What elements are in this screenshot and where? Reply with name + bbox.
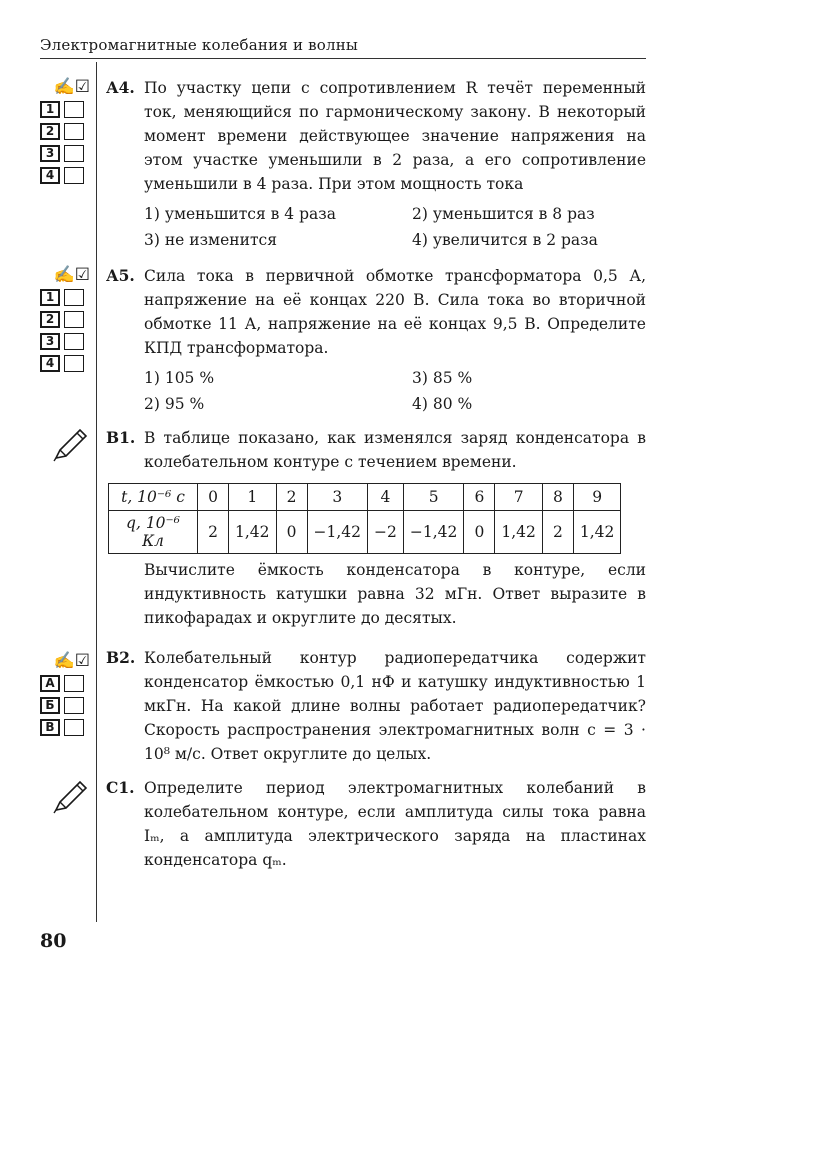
option: 4) 80 % xyxy=(412,395,473,413)
table-cell: 2 xyxy=(542,511,573,554)
task-text: Сила тока в первичной обмотке трансформатора 0,5 А, напряжение на её концах 220 В. Сила тока во вторичной обмотке 11 А, напряжение на её концах 9,5 В. Определите КПД трансформатора. xyxy=(144,267,646,357)
option: 4) увеличится в 2 раза xyxy=(412,231,598,249)
task-label: В1. xyxy=(106,428,136,447)
answer-checkbox[interactable] xyxy=(64,719,84,736)
option: 1) 105 % xyxy=(144,369,215,387)
answer-checkbox[interactable] xyxy=(64,333,84,350)
task-label: В2. xyxy=(106,648,136,667)
margin-divider xyxy=(96,62,97,922)
table-cell: 0 xyxy=(198,484,229,511)
option-number: 3 xyxy=(40,145,60,162)
running-header: Электромагнитные колебания и волны xyxy=(40,36,359,54)
table-cell: 9 xyxy=(573,484,621,511)
option-number: 4 xyxy=(40,167,60,184)
answer-options xyxy=(144,202,646,252)
option: 3) не изменится xyxy=(144,231,277,249)
answer-checkbox[interactable] xyxy=(64,101,84,118)
task-a4 xyxy=(106,76,646,252)
task-label: А4. xyxy=(106,78,135,97)
table-cell: 4 xyxy=(368,484,404,511)
answer-mark: ✍☑ xyxy=(53,651,90,671)
option-number: 3 xyxy=(40,333,60,350)
table-row xyxy=(109,511,621,554)
table-cell: 3 xyxy=(307,484,368,511)
task-b2 xyxy=(106,646,646,766)
answer-checkbox[interactable] xyxy=(64,697,84,714)
header-divider xyxy=(40,58,646,59)
table-cell: 7 xyxy=(495,484,543,511)
task-label: А5. xyxy=(106,266,135,285)
page-number: 80 xyxy=(40,930,67,952)
table-cell: 5 xyxy=(403,484,464,511)
option-letter: Б xyxy=(40,697,60,714)
option: 1) уменьшится в 4 раза xyxy=(144,205,336,223)
answer-grid-b2 xyxy=(40,650,96,738)
answer-checkbox[interactable] xyxy=(64,355,84,372)
option: 2) 95 % xyxy=(144,395,205,413)
table-cell: 2 xyxy=(276,484,307,511)
table-cell: 0 xyxy=(276,511,307,554)
table-cell: 1,42 xyxy=(229,511,277,554)
task-text: Колебательный контур радиопередатчика содержит конденсатор ёмкостью 0,1 нФ и катушку индуктивностью 1 мкГн. На какой длине волны работает радиопередатчик? Скорость распространения электромагнитных волн c = 3 · 10⁸ м/с. Ответ округлите до целых. xyxy=(144,649,646,763)
option-letter: А xyxy=(40,675,60,692)
table-cell: 1 xyxy=(229,484,277,511)
task-b1-question xyxy=(106,558,646,630)
charge-table xyxy=(108,483,621,554)
answer-options xyxy=(144,366,646,416)
pen-icon xyxy=(50,424,90,464)
option-letter: В xyxy=(40,719,60,736)
answer-checkbox[interactable] xyxy=(64,145,84,162)
table-cell: 1,42 xyxy=(495,511,543,554)
option-number: 1 xyxy=(40,101,60,118)
task-text: По участку цепи с сопротивлением R течёт переменный ток, меняющийся по гармоническому закону. В некоторый момент времени действующее значение напряжения на этом участке уменьшили в 2 раза, а его сопротивление уменьшили в 4 раза. При этом мощность тока xyxy=(144,79,646,193)
answer-grid-a5 xyxy=(40,264,96,374)
task-text: Вычислите ёмкость конденсатора в контуре, если индуктивность катушки равна 32 мГн. Ответ выразите в пикофарадах и округлите до десятых. xyxy=(144,561,646,627)
task-text: Определите период электромагнитных колебаний в колебательном контуре, если амплитуда силы тока равна Iₘ, а амплитуда электрического заряда на пластинах конденсатора qₘ. xyxy=(144,779,646,869)
answer-checkbox[interactable] xyxy=(64,675,84,692)
answer-mark: ✍☑ xyxy=(53,77,90,97)
answer-checkbox[interactable] xyxy=(64,289,84,306)
table-cell: 6 xyxy=(464,484,495,511)
answer-checkbox[interactable] xyxy=(64,311,84,328)
task-a5 xyxy=(106,264,646,416)
option: 2) уменьшится в 8 раз xyxy=(412,205,595,223)
task-label: С1. xyxy=(106,778,135,797)
answer-checkbox[interactable] xyxy=(64,167,84,184)
option-number: 1 xyxy=(40,289,60,306)
table-cell: 2 xyxy=(198,511,229,554)
table-cell: t, 10⁻⁶ с xyxy=(109,484,198,511)
table-cell: 0 xyxy=(464,511,495,554)
answer-checkbox[interactable] xyxy=(64,123,84,140)
option-number: 4 xyxy=(40,355,60,372)
table-cell: 8 xyxy=(542,484,573,511)
option: 3) 85 % xyxy=(412,369,473,387)
option-number: 2 xyxy=(40,123,60,140)
table-cell: 1,42 xyxy=(573,511,621,554)
table-cell: −1,42 xyxy=(307,511,368,554)
task-text: В таблице показано, как изменялся заряд конденсатора в колебательном контуре с течением времени. xyxy=(144,429,646,471)
option-number: 2 xyxy=(40,311,60,328)
answer-grid-a4 xyxy=(40,76,96,186)
table-cell: −2 xyxy=(368,511,404,554)
task-b1 xyxy=(106,426,646,474)
table-cell: q, 10⁻⁶ Кл xyxy=(109,511,198,554)
table-cell: −1,42 xyxy=(403,511,464,554)
task-c1 xyxy=(106,776,646,872)
pen-icon xyxy=(50,776,90,816)
table-row xyxy=(109,484,621,511)
answer-mark: ✍☑ xyxy=(53,265,90,285)
